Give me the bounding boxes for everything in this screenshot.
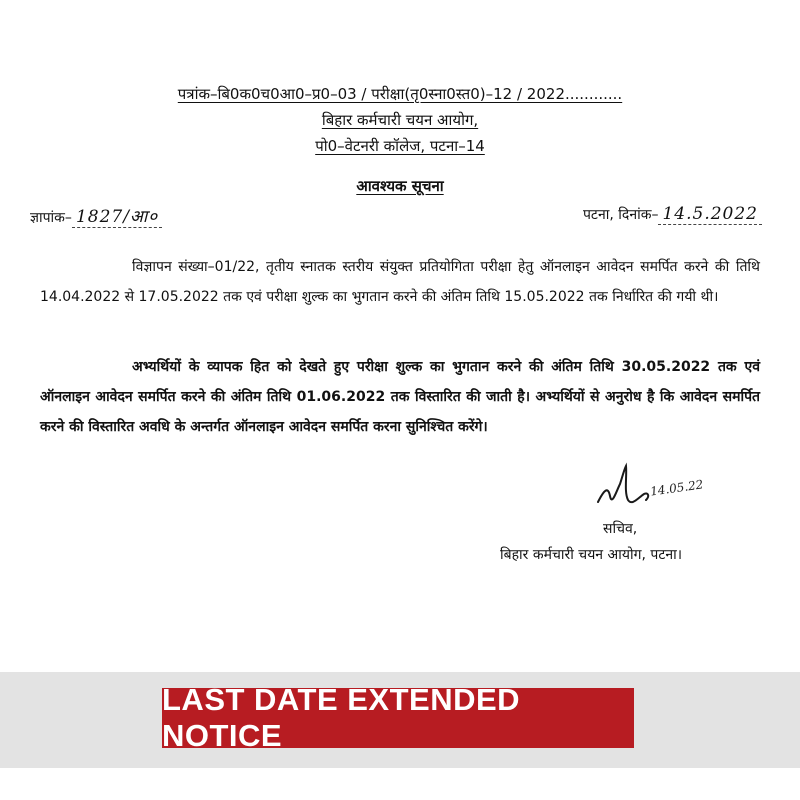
organization-name: बिहार कर्मचारी चयन आयोग, [321, 111, 479, 129]
notice-subject: आवश्यक सूचना [356, 177, 444, 195]
place-date-line [583, 204, 762, 224]
paragraph-extended-dates: अभ्यर्थियों के व्यापक हित को देखते हुए परीक्षा शुल्क का भुगतान करने की अंतिम तिथि 30.05.2022 तक एवं ऑनलाइन आवेदन समर्पित करने की अंतिम तिथि 01.06.2022 तक विस्तारित की जाती है। अभ्यर्थियों से अनुरोध है कि आवेदन समर्पित करने की विस्तारित अवधि के अन्तर्गत ऑनलाइन आवेदन समर्पित करना सुनिश्चित करेंगे। [40, 359, 760, 435]
organization-address: पो0–वेटनरी कॉलेज, पटना–14 [315, 137, 485, 155]
paragraph-original-dates: विज्ञापन संख्या–01/22, तृतीय स्नातक स्तरीय संयुक्त प्रतियोगिता परीक्षा हेतु ऑनलाइन आवेदन समर्पित करने की तिथि 14.04.2022 से 17.05.2022 तक एवं परीक्षा शुल्क का भुगतान करने की अंतिम तिथि 15.05.2022 तक निर्धारित की गयी थी। [40, 259, 760, 305]
last-date-extended-banner: LAST DATE EXTENDED NOTICE [162, 688, 634, 748]
memo-number-line [30, 204, 162, 227]
notice-date: 14.5.2022 [658, 204, 762, 225]
place-date-label: पटना, दिनांक– [582, 207, 659, 223]
memo-number: 1827/आ० [72, 207, 162, 228]
signatory-organization: बिहार कर्मचारी चयन आयोग, पटना। [500, 547, 683, 563]
signatory-title: सचिव, [603, 521, 638, 537]
signature-scribble [594, 462, 654, 512]
reference-line: पत्रांक–बि0क0च0आ0–प्र0–03 / परीक्षा(तृ0स्ना0स्त0)–12 / 2022............ [177, 85, 623, 103]
signature-date: 14.05.22 [649, 477, 705, 499]
memo-label: ज्ञापांक– [30, 210, 72, 226]
bottom-margin [0, 768, 800, 800]
